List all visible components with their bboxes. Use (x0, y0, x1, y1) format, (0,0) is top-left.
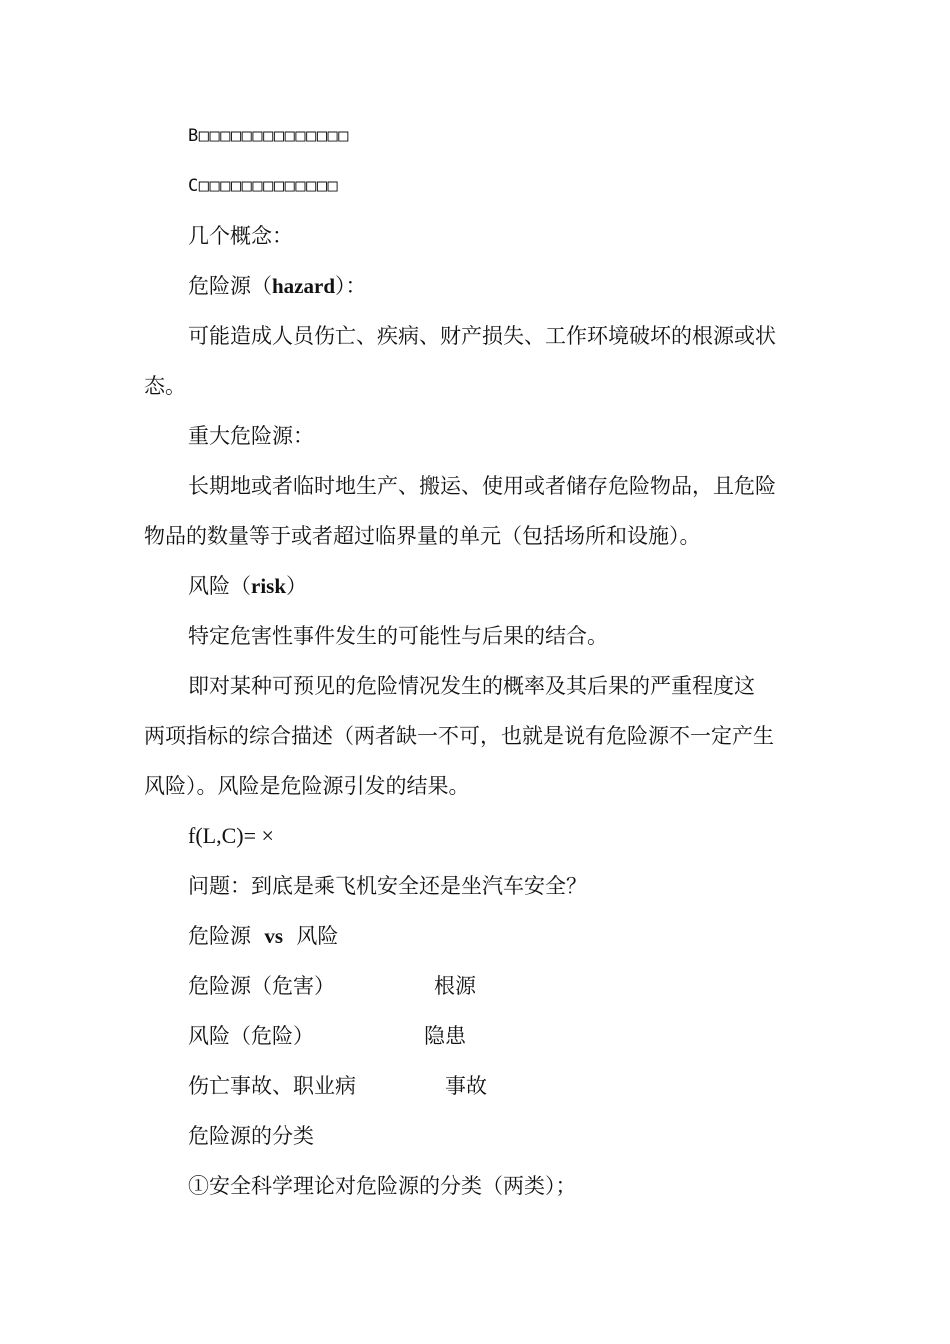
term-risk-cn: 风险（ (188, 574, 251, 598)
hazard-classification-item-1: ①安全科学理论对危险源的分类（两类）； (188, 1174, 577, 1198)
term-hazard (188, 272, 367, 300)
term-risk (188, 572, 307, 600)
term-hazard-en: hazard (272, 274, 335, 298)
major-hazard-definition-line1: 长期地或者临时地生产、搬运、使用或者储存危险物品，且危险 (188, 474, 776, 498)
comparison-row-1-right: 根源 (434, 974, 476, 998)
term-hazard-suffix: ）： (335, 274, 367, 298)
comparison-row-3-left: 伤亡事故、职业病 (188, 1074, 356, 1098)
risk-explanation-line1: 即对某种可预见的危险情况发生的概率及其后果的严重程度这 (188, 674, 755, 698)
comparison-row-3-right: 事故 (445, 1074, 487, 1098)
major-hazard-definition-line2: 物品的数量等于或者超过临界量的单元（包括场所和设施）。 (144, 524, 701, 548)
risk-explanation-line2: 两项指标的综合描述（两者缺一不可，也就是说有危险源不一定产生 (144, 724, 774, 748)
question-line: 问题：到底是乘飞机安全还是坐汽车安全？ (188, 874, 587, 898)
hazard-classification-heading: 危险源的分类 (188, 1124, 314, 1148)
risk-formula: f(L,C)= × (188, 823, 274, 848)
risk-definition: 特定危害性事件发生的可能性与后果的结合。 (188, 624, 608, 648)
option-b-line: B□□□□□□□□□□□□□□ (188, 126, 350, 146)
comparison-row-2-right: 隐患 (424, 1024, 466, 1048)
comparison-row-2-left: 风险（危险） (188, 1024, 314, 1048)
term-hazard-cn: 危险源（ (188, 274, 272, 298)
heading-concepts: 几个概念： (188, 224, 293, 248)
hazard-vs-left: 危险源 (188, 924, 251, 948)
comparison-row-1-left: 危险源（危害） (188, 974, 335, 998)
risk-explanation-line3: 风险）。风险是危险源引发的结果。 (144, 774, 470, 798)
hazard-vs-right: 风险 (296, 924, 339, 948)
term-risk-en: risk (251, 574, 287, 598)
hazard-vs-risk-heading (188, 922, 338, 950)
hazard-definition-line2: 态。 (144, 374, 186, 398)
hazard-definition-line1: 可能造成人员伤亡、疾病、财产损失、工作环境破坏的根源或状 (188, 324, 776, 348)
vs-label: vs (264, 924, 284, 948)
option-c-line: C□□□□□□□□□□□□□ (188, 176, 339, 196)
term-major-hazard: 重大危险源： (188, 424, 314, 448)
term-risk-suffix: ） (286, 574, 308, 598)
